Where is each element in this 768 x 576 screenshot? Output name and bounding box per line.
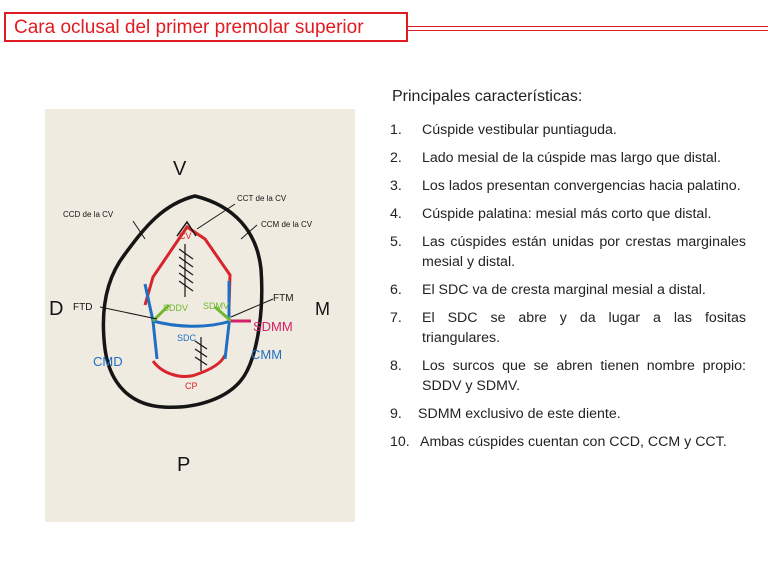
list-item-number: 7. <box>390 310 402 326</box>
list-item-text: Cúspide vestibular puntiaguda. <box>422 122 617 138</box>
list-item-text: El SDC va de cresta marginal mesial a distal. <box>422 282 706 298</box>
label-ftm: FTM <box>273 293 294 304</box>
label-sdmv: SDMV <box>203 301 230 311</box>
ftm-leader <box>231 299 273 317</box>
list-item-number: 5. <box>390 234 402 250</box>
list-item-text: Lado mesial de la cúspide mas largo que distal. <box>422 150 721 166</box>
cct-leader <box>197 204 235 229</box>
list-item-number: 6. <box>390 282 402 298</box>
label-p: P <box>177 454 191 476</box>
title-rule <box>408 26 768 27</box>
label-cp: CP <box>185 381 198 391</box>
list-item <box>390 120 746 140</box>
list-item <box>390 232 746 272</box>
label-d: D <box>49 298 64 320</box>
label-cct-cv: CCT de la CV <box>237 194 287 203</box>
list-item-text: Los surcos que se abren tienen nombre propio: SDDV y SDMV. <box>422 358 746 394</box>
label-ftd: FTD <box>73 302 93 313</box>
label-sddv: SDDV <box>163 303 189 313</box>
list-item-text: Cúspide palatina: mesial más corto que distal. <box>422 206 712 222</box>
list-item-number: 4. <box>390 206 402 222</box>
characteristics-heading: Principales características: <box>392 88 583 105</box>
label-sdmm: SDMM <box>253 319 293 334</box>
list-item-number: 1. <box>390 122 402 138</box>
label-v: V <box>173 158 187 180</box>
list-item <box>390 204 746 224</box>
list-item <box>390 404 746 424</box>
title-rule <box>408 30 768 31</box>
list-item-text: Los lados presentan convergencias hacia palatino. <box>422 178 741 194</box>
list-item <box>390 356 746 396</box>
label-sdc: SDC <box>177 333 197 343</box>
ftd-leader <box>100 307 157 319</box>
list-item-number: 8. <box>390 358 402 374</box>
slide-title: Cara oclusal del primer premolar superior <box>14 17 364 38</box>
list-item <box>390 432 746 452</box>
list-item-text: Las cúspides están unidas por crestas marginales mesial y distal. <box>422 234 746 270</box>
list-item-text: SDMM exclusivo de este diente. <box>418 406 621 422</box>
list-item-text: El SDC se abre y da lugar a las fositas triangulares. <box>422 310 746 346</box>
label-m: M <box>315 299 330 319</box>
list-item-number: 3. <box>390 178 402 194</box>
list-item <box>390 148 746 168</box>
label-cv: CV <box>179 231 192 241</box>
list-item <box>390 176 746 196</box>
tooth-drawing-photo <box>45 109 355 522</box>
palatine-cusp-ridges <box>153 355 225 376</box>
sdc-groove <box>153 321 231 326</box>
list-item-number: 2. <box>390 150 402 166</box>
list-item-number: 10. <box>390 434 410 450</box>
title-box <box>4 12 408 42</box>
list-item-number: 9. <box>390 406 402 422</box>
label-cmm: CMM <box>251 347 283 362</box>
label-cmd: CMD <box>93 354 123 369</box>
list-item <box>390 280 746 300</box>
label-ccd-cv: CCD de la CV <box>63 210 114 219</box>
characteristics-list <box>390 120 746 460</box>
label-ccm-cv: CCM de la CV <box>261 220 313 229</box>
list-item-text: Ambas cúspides cuentan con CCD, CCM y CCT. <box>420 434 727 450</box>
list-item <box>390 308 746 348</box>
